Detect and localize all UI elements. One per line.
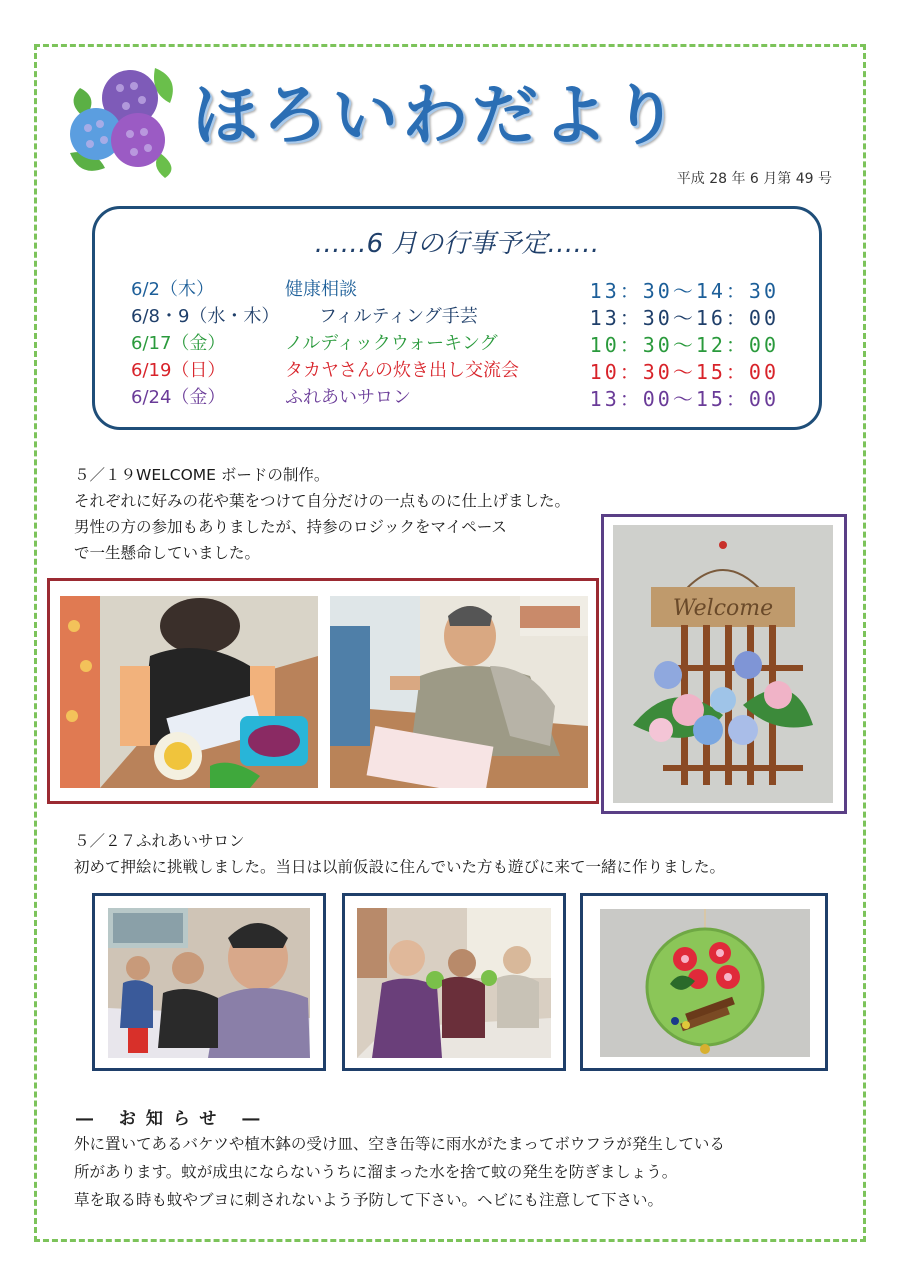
article-line: ５／１９WELCOME ボードの制作。	[74, 466, 330, 484]
schedule-event: フィルティング手芸	[319, 306, 478, 327]
schedule-date: 6/17（金）	[131, 333, 226, 354]
schedule-date: 6/8・9（水・木）	[131, 306, 280, 327]
notice-line: 所があります。蚊が成虫にならないうちに溜まった水を捨て蚊の発生を防ぎましょう。	[74, 1163, 678, 1181]
schedule-event: 健康相談	[285, 279, 357, 300]
schedule-time: 13：30～14：30	[589, 279, 779, 303]
schedule-event: タカヤさんの炊き出し交流会	[285, 360, 519, 381]
notice-heading: ― お知らせ ―	[76, 1109, 270, 1129]
article-line: で一生懸命していました。	[74, 544, 261, 562]
workshop-photo-man	[330, 596, 588, 788]
salon-photo-showing	[357, 908, 551, 1058]
schedule-row	[131, 329, 779, 355]
article-line: それぞれに好みの花や葉をつけて自分だけの一点ものに仕上げました。	[74, 492, 571, 510]
hydrangea-icon	[60, 58, 184, 182]
salon-photo-group	[108, 908, 310, 1058]
schedule-time: 10：30～12：00	[589, 333, 779, 357]
article-line: ５／２７ふれあいサロン	[74, 832, 245, 850]
salon-photo-artwork	[600, 909, 810, 1057]
article-line: 男性の方の参加もありましたが、持参のロジックをマイペース	[74, 518, 507, 536]
schedule-time: 10：30～15：00	[589, 360, 779, 384]
schedule-date: 6/2（木）	[131, 279, 214, 300]
schedule-date: 6/19（日）	[131, 360, 226, 381]
schedule-date: 6/24（金）	[131, 387, 226, 408]
salon-article	[74, 828, 725, 880]
schedule-row	[131, 302, 779, 328]
event-schedule-box	[92, 206, 822, 430]
schedule-event: ふれあいサロン	[285, 387, 411, 408]
schedule-row	[131, 275, 779, 301]
welcome-sign-text: Welcome	[672, 596, 774, 621]
notice-line: 外に置いてあるバケツや植木鉢の受け皿、空き缶等に雨水がたまってボウフラが発生している	[74, 1135, 725, 1153]
schedule-event: ノルディックウォーキング	[285, 333, 498, 354]
schedule-time: 13：00～15：00	[589, 387, 779, 411]
schedule-time: 13：30～16：00	[589, 306, 779, 330]
notice-line: 草を取る時も蚊やブヨに刺されないよう予防して下さい。ヘビにも注意して下さい。	[74, 1191, 664, 1209]
welcome-board-photo	[613, 525, 833, 803]
schedule-row	[131, 356, 779, 382]
workshop-photo-woman	[60, 596, 318, 788]
schedule-title: ……6 月の行事予定……	[314, 229, 600, 259]
issue-number: 平成 28 年 6 月第 49 号	[676, 171, 832, 187]
newsletter-title: ほろいわだより	[192, 77, 682, 154]
notice-body	[74, 1130, 725, 1214]
welcome-board-article	[74, 462, 570, 566]
article-line: 初めて押絵に挑戦しました。当日は以前仮設に住んでいた方も遊びに来て一緒に作りました。	[74, 858, 726, 876]
schedule-row	[131, 383, 779, 409]
